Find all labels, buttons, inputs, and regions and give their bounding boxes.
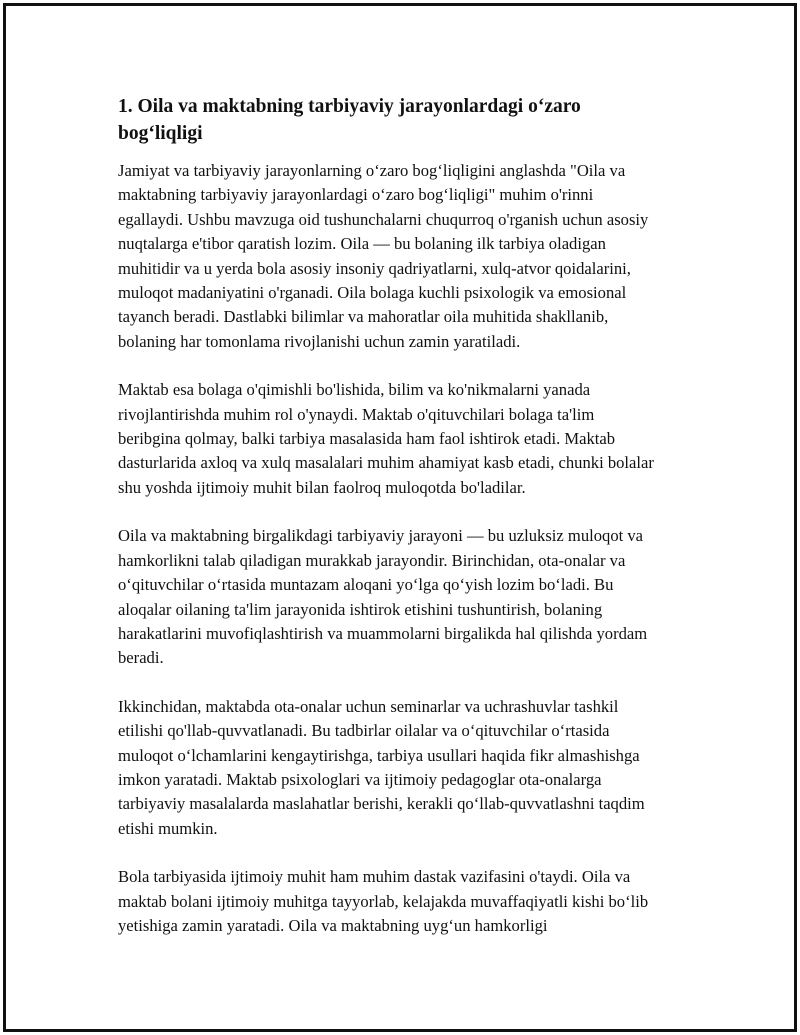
paragraph-3: Oila va maktabning birgalikdagi tarbiyaviy jarayoni — bu uzluksiz muloqot va hamkorlikni talab qiladigan murakkab jarayondir. Birinchidan, ota-onalar va o‘qituvchilar o‘rtasida muntazam aloqani yo‘lga qo‘yish lozim bo‘ladi. Bu aloqalar oilaning ta'lim jarayonida ishtirok etishini tushuntirish, bolaning harakatlarini muvofiqlashtirish va muammolarni birgalikda hal qilishda yordam beradi.	[118, 526, 648, 668]
paragraph-5: Bola tarbiyasida ijtimoiy muhit ham muhim dastak vazifasini o'taydi. Oila va maktab bolani ijtimoiy muhitga tayyorlab, kelajakda muvaffaqiyatli kishi bo‘lib yetishiga zamin yaratadi. Oila va maktabning uyg‘un hamkorligi	[118, 867, 649, 935]
paragraph-4: Ikkinchidan, maktabda ota-onalar uchun seminarlar va uchrashuvlar tashkil etilishi qo'llab-quvvatlanadi. Bu tadbirlar oilalar va o‘qituvchilar o‘rtasida muloqot o‘lchamlarini kengaytirishga, tarbiya usullari haqida fikr almashishga imkon yaratadi. Maktab psixologlari va ijtimoiy pedagoglar ota-onalarga tarbiyaviy masalalarda maslahatlar berishi, kerakli qo‘llab-quvvatlashni taqdim etishi mumkin.	[118, 696, 645, 838]
document-body	[118, 93, 660, 938]
paragraph-2: Maktab esa bolaga o'qimishli bo'lishida, bilim va ko'nikmalarni yanada rivojlantirishda muhim rol o'ynaydi. Maktab o'qituvchilari bolaga ta'lim beribgina qolmay, balki tarbiya masalasida ham faol ishtirok etadi. Maktab dasturlarida axloq va xulq masalalari muhim ahamiyat kasb etadi, chunki bolalar shu yoshda ijtimoiy muhit bilan faolroq muloqotda bo'ladilar.	[118, 380, 654, 497]
paragraph-1: Jamiyat va tarbiyaviy jarayonlarning o‘zaro bog‘liqligini anglashda "Oila va maktabning tarbiyaviy jarayonlardagi o‘zaro bog‘liqligi" muhim o'rinni egallaydi. Ushbu mavzuga oid tushunchalarni chuqurroq o'rganish uchun asosiy nuqtalarga e'tibor qaratish lozim. Oila — bu bolaning ilk tarbiya oladigan muhitidir va u yerda bola asosiy insoniy qadriyatlarni, xulq-atvor qoidalarini, muloqot madaniyatini o'rganadi. Oila bolaga kuchli psixologik va emosional tayanch beradi. Dastlabki bilimlar va mahoratlar oila muhitida shakllanib, bolaning har tomonlama rivojlanishi uchun zamin yaratiladi.	[118, 161, 649, 351]
section-heading: 1. Oila va maktabning tarbiyaviy jarayonlardagi o‘zaro bog‘liqligi	[118, 96, 581, 144]
